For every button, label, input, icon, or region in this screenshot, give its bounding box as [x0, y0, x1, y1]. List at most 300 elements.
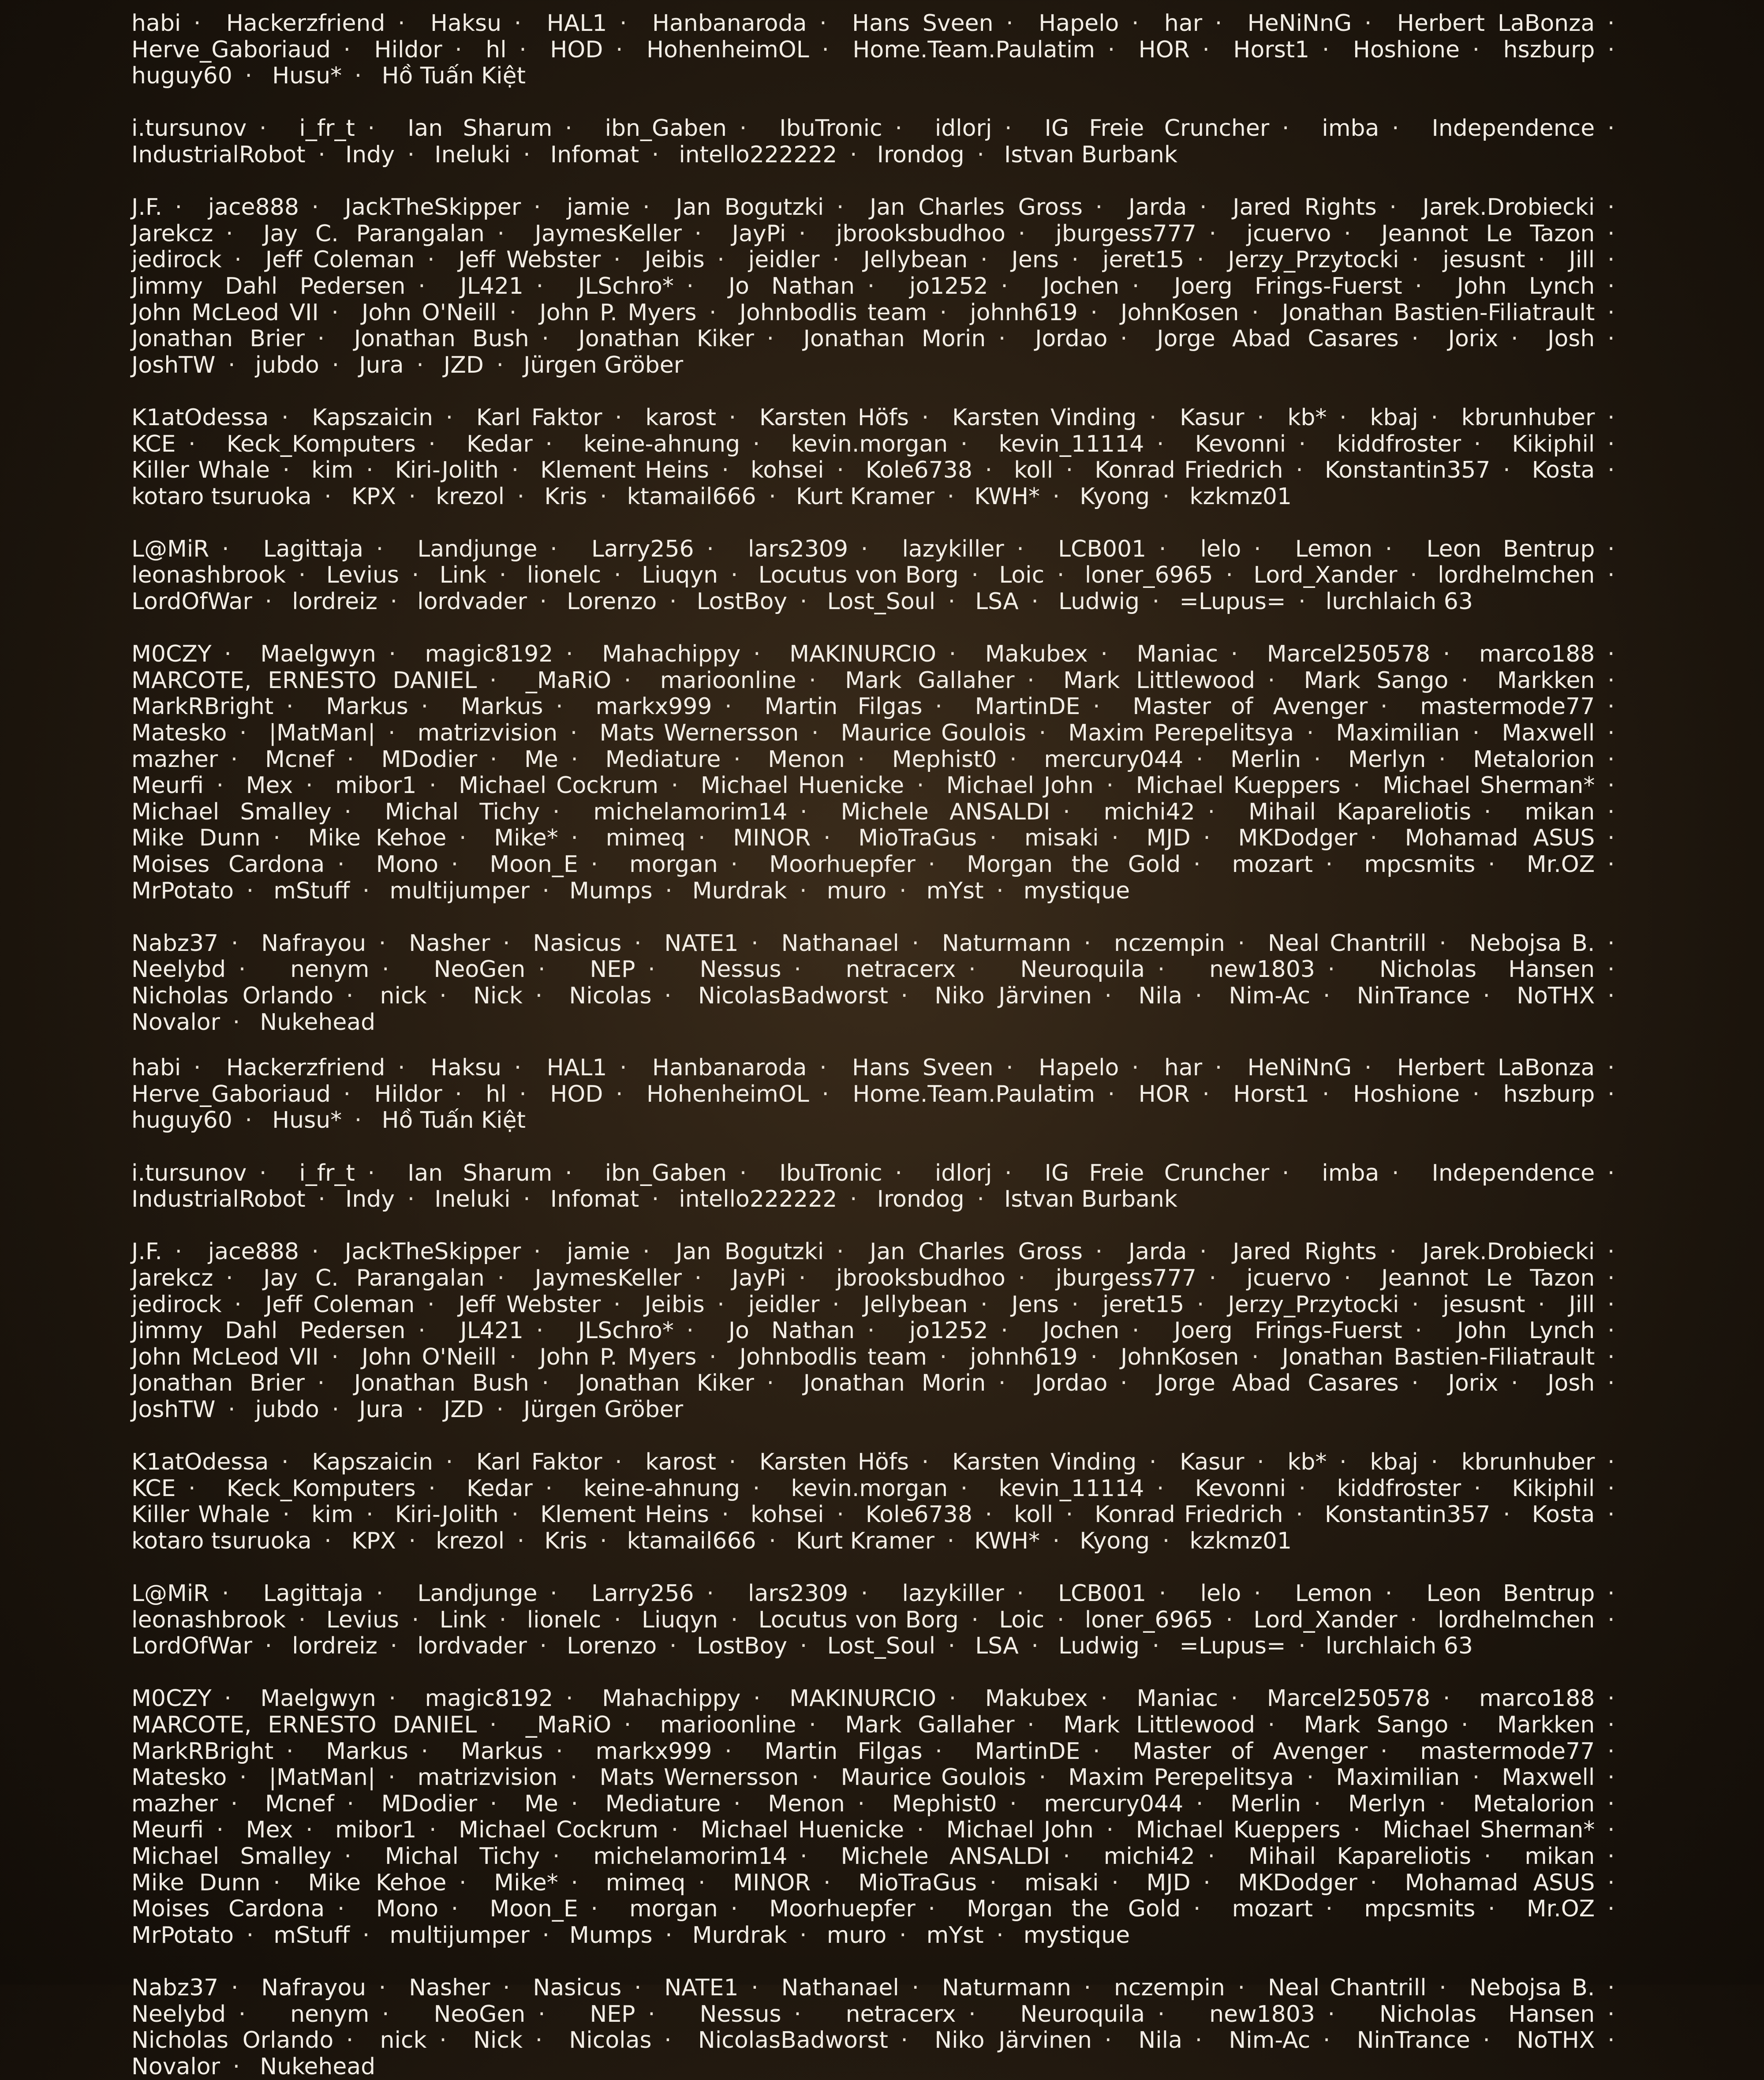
- contributor-name: Jarda: [1128, 194, 1187, 221]
- contributor-name: LostBoy: [696, 588, 788, 615]
- contributor-name: JackTheSkipper: [344, 1238, 521, 1265]
- separator-dot: ·: [912, 1974, 919, 2001]
- separator-dot: ·: [624, 1712, 632, 1738]
- contributor-name: Kedar: [466, 430, 533, 457]
- separator-dot: ·: [1006, 1055, 1013, 1081]
- contributor-name: lurchlaich 63: [1325, 1633, 1473, 1660]
- separator-dot: ·: [1152, 588, 1160, 615]
- contributor-name: i_fr_t: [299, 1160, 355, 1186]
- credit-group: [131, 1449, 1627, 1554]
- separator-dot: ·: [1339, 1449, 1347, 1476]
- separator-dot: ·: [1111, 825, 1119, 852]
- separator-dot: ·: [619, 10, 627, 37]
- contributor-name: Jan Bogutzki: [676, 1238, 824, 1265]
- contributor-name: Jimmy Dahl Pedersen: [131, 1317, 406, 1344]
- contributor-name: Ludwig: [1058, 1633, 1140, 1660]
- separator-dot: ·: [538, 956, 546, 983]
- contributor-name: Michael Smalley: [131, 1843, 332, 1870]
- separator-dot: ·: [571, 1869, 578, 1896]
- contributor-name: Markus: [460, 1738, 543, 1765]
- contributor-name: Marcel250578: [1267, 1685, 1431, 1712]
- contributor-name: Martin Filgas: [764, 1738, 923, 1765]
- separator-dot: ·: [317, 1370, 325, 1397]
- contributor-name: Jeannot Le Tazon: [1381, 220, 1595, 247]
- contributor-name: mozart: [1232, 851, 1313, 878]
- separator-dot: ·: [1607, 982, 1615, 1009]
- credit-group: [131, 641, 1627, 904]
- contributor-name: John O'Neill: [362, 1343, 497, 1370]
- separator-dot: ·: [239, 1764, 247, 1791]
- separator-dot: ·: [499, 562, 507, 589]
- separator-dot: ·: [730, 562, 738, 589]
- separator-dot: ·: [497, 1264, 505, 1291]
- contributor-name: Nukehead: [260, 2053, 376, 2080]
- separator-dot: ·: [1607, 667, 1615, 694]
- contributor-name: Link: [439, 1606, 487, 1633]
- separator-dot: ·: [378, 1974, 386, 2001]
- separator-dot: ·: [948, 588, 956, 615]
- separator-dot: ·: [570, 1764, 578, 1791]
- separator-dot: ·: [867, 273, 875, 299]
- separator-dot: ·: [343, 36, 351, 63]
- separator-dot: ·: [730, 851, 738, 878]
- separator-dot: ·: [490, 1790, 497, 1817]
- contributor-name: Jorix: [1448, 1370, 1499, 1397]
- contributor-name: Nasicus: [533, 1974, 622, 2001]
- separator-dot: ·: [1322, 36, 1330, 63]
- contributor-name: Kevonni: [1195, 430, 1286, 457]
- separator-dot: ·: [996, 1922, 1004, 1949]
- separator-dot: ·: [624, 667, 632, 694]
- separator-dot: ·: [222, 535, 229, 562]
- contributor-name: Merlin: [1230, 746, 1301, 773]
- separator-dot: ·: [234, 247, 242, 273]
- contributor-name: L@MiR: [131, 535, 209, 562]
- separator-dot: ·: [800, 1922, 807, 1949]
- contributor-name: Mr.OZ: [1526, 1896, 1595, 1923]
- separator-dot: ·: [1607, 1869, 1615, 1896]
- contributor-name: jeidler: [748, 247, 820, 273]
- contributor-name: lordhelmchen: [1438, 562, 1595, 589]
- contributor-name: KCE: [131, 430, 176, 457]
- contributor-name: Karl Faktor: [476, 404, 602, 431]
- separator-dot: ·: [615, 36, 623, 63]
- contributor-name: johnh619: [970, 1343, 1078, 1370]
- contributor-name: Hoshione: [1353, 36, 1460, 63]
- contributor-name: jubdo: [255, 1396, 319, 1423]
- contributor-name: Nicolas: [569, 2027, 652, 2054]
- separator-dot: ·: [324, 1527, 332, 1554]
- separator-dot: ·: [1226, 562, 1233, 589]
- separator-dot: ·: [459, 1869, 467, 1896]
- separator-dot: ·: [1607, 641, 1615, 668]
- contributor-name: K1atOdessa: [131, 404, 269, 431]
- separator-dot: ·: [408, 1527, 416, 1554]
- separator-dot: ·: [216, 772, 224, 799]
- contributor-name: i_fr_t: [299, 115, 355, 142]
- contributor-name: JayPi: [732, 220, 786, 247]
- separator-dot: ·: [1607, 1817, 1615, 1844]
- separator-dot: ·: [836, 194, 844, 221]
- contributor-name: Markus: [460, 693, 543, 720]
- separator-dot: ·: [511, 457, 519, 484]
- separator-dot: ·: [651, 1186, 659, 1213]
- separator-dot: ·: [542, 877, 549, 904]
- contributor-name: kim: [311, 1501, 354, 1528]
- contributor-name: Konstantin357: [1324, 457, 1491, 484]
- separator-dot: ·: [273, 825, 280, 852]
- separator-dot: ·: [769, 483, 776, 510]
- separator-dot: ·: [1196, 1291, 1204, 1318]
- contributor-name: Maxim Perepelitsya: [1068, 1764, 1294, 1791]
- contributor-name: Neal Chantrill: [1267, 930, 1427, 957]
- contributor-name: Lost_Soul: [827, 588, 936, 615]
- contributor-name: Konrad Friedrich: [1095, 457, 1283, 484]
- separator-dot: ·: [347, 1790, 354, 1817]
- separator-dot: ·: [948, 1633, 956, 1660]
- contributor-name: Mahachippy: [602, 1685, 741, 1712]
- separator-dot: ·: [1159, 535, 1166, 562]
- separator-dot: ·: [281, 404, 289, 431]
- contributor-name: Mike Kehoe: [308, 825, 447, 852]
- contributor-name: Levius: [326, 562, 400, 589]
- separator-dot: ·: [1607, 404, 1615, 431]
- contributor-name: Lord_Xander: [1253, 562, 1398, 589]
- separator-dot: ·: [698, 1869, 706, 1896]
- separator-dot: ·: [980, 247, 988, 273]
- contributor-name: Infomat: [550, 1186, 639, 1213]
- separator-dot: ·: [947, 1527, 955, 1554]
- contributor-name: Kris: [544, 1527, 587, 1554]
- separator-dot: ·: [222, 1580, 229, 1607]
- separator-dot: ·: [331, 1343, 339, 1370]
- contributor-name: Michael Cockrum: [459, 772, 659, 799]
- contributor-name: MarkRBright: [131, 1738, 274, 1765]
- contributor-name: nenym: [290, 2001, 370, 2028]
- separator-dot: ·: [1253, 1580, 1261, 1607]
- separator-dot: ·: [1607, 825, 1615, 852]
- separator-dot: ·: [1443, 641, 1450, 668]
- contributor-name: HOR: [1138, 1081, 1190, 1107]
- contributor-name: Leon Bentrup: [1426, 1580, 1595, 1607]
- contributor-name: karost: [645, 1449, 717, 1476]
- contributor-name: Nafrayou: [261, 1974, 366, 2001]
- separator-dot: ·: [671, 1817, 679, 1844]
- separator-dot: ·: [571, 746, 578, 773]
- contributor-name: JL421: [460, 273, 524, 299]
- separator-dot: ·: [1607, 720, 1615, 747]
- contributor-name: i.tursunov: [131, 115, 247, 142]
- separator-dot: ·: [651, 141, 659, 168]
- separator-dot: ·: [895, 1160, 902, 1186]
- contributor-name: magic8192: [425, 641, 553, 668]
- contributor-name: Herve_Gaboriaud: [131, 1081, 331, 1107]
- separator-dot: ·: [794, 956, 801, 983]
- contributor-name: Lemon: [1295, 1580, 1373, 1607]
- separator-dot: ·: [613, 1606, 621, 1633]
- contributor-name: Jellybean: [863, 247, 968, 273]
- separator-dot: ·: [1132, 273, 1140, 299]
- contributor-name: Master of Avenger: [1132, 1738, 1368, 1765]
- contributor-name: MarkRBright: [131, 693, 274, 720]
- contributor-name: Konrad Friedrich: [1095, 1501, 1283, 1528]
- separator-dot: ·: [590, 1896, 598, 1923]
- separator-dot: ·: [1149, 1449, 1157, 1476]
- separator-dot: ·: [489, 667, 497, 694]
- separator-dot: ·: [980, 1291, 988, 1318]
- contributor-name: Maxwell: [1502, 720, 1595, 747]
- contributor-name: jeidler: [748, 1291, 820, 1318]
- separator-dot: ·: [265, 1633, 273, 1660]
- contributor-name: mimeq: [605, 825, 686, 852]
- separator-dot: ·: [1203, 1869, 1211, 1896]
- contributor-name: HohenheimOL: [646, 36, 809, 63]
- contributor-name: mStuff: [273, 877, 350, 904]
- contributor-name: Johnbodlis team: [739, 1343, 927, 1370]
- separator-dot: ·: [232, 2053, 240, 2080]
- contributor-name: Hanbanaroda: [652, 1055, 807, 1081]
- separator-dot: ·: [1296, 1501, 1303, 1528]
- separator-dot: ·: [1001, 1317, 1008, 1344]
- contributor-name: Mahachippy: [602, 641, 741, 668]
- separator-dot: ·: [928, 1896, 935, 1923]
- separator-dot: ·: [694, 220, 702, 247]
- separator-dot: ·: [849, 141, 857, 168]
- separator-dot: ·: [305, 1817, 313, 1844]
- separator-dot: ·: [1607, 1974, 1615, 2001]
- separator-dot: ·: [1031, 588, 1039, 615]
- contributor-name: imba: [1322, 115, 1379, 142]
- separator-dot: ·: [390, 588, 398, 615]
- separator-dot: ·: [542, 1370, 549, 1397]
- contributor-name: Independence: [1431, 1160, 1595, 1186]
- separator-dot: ·: [1439, 930, 1446, 957]
- contributor-name: Ineluki: [434, 141, 511, 168]
- contributor-name: Jorix: [1448, 325, 1499, 352]
- contributor-name: lelo: [1200, 1580, 1241, 1607]
- separator-dot: ·: [550, 1580, 557, 1607]
- separator-dot: ·: [286, 693, 294, 720]
- contributor-name: Nim-Ac: [1229, 2027, 1311, 2054]
- contributor-name: John P. Myers: [539, 299, 697, 326]
- contributor-name: Karsten Höfs: [759, 404, 909, 431]
- contributor-name: HAL1: [546, 10, 607, 37]
- separator-dot: ·: [1071, 1291, 1079, 1318]
- separator-dot: ·: [794, 2001, 801, 2028]
- separator-dot: ·: [1052, 483, 1060, 510]
- contributor-name: HeNiNnG: [1247, 1055, 1352, 1081]
- contributor-name: Jonathan Bastien-Filiatrault: [1282, 1343, 1595, 1370]
- separator-dot: ·: [511, 1501, 519, 1528]
- contributor-name: Hồ Tuấn Kiệt: [381, 1107, 526, 1134]
- contributor-name: Jan Charles Gross: [870, 194, 1083, 221]
- contributor-name: MKDodger: [1238, 1869, 1357, 1896]
- contributor-name: Levius: [326, 1606, 400, 1633]
- contributor-name: huguy60: [131, 1107, 232, 1134]
- contributor-name: Jan Charles Gross: [870, 1238, 1083, 1265]
- contributor-name: John O'Neill: [362, 299, 497, 326]
- separator-dot: ·: [536, 1317, 544, 1344]
- separator-dot: ·: [968, 956, 976, 983]
- contributor-name: morgan: [629, 1896, 718, 1923]
- contributor-name: netracerx: [845, 2001, 956, 2028]
- contributor-name: Killer Whale: [131, 457, 270, 484]
- contributor-name: Leon Bentrup: [1426, 535, 1595, 562]
- contributor-name: Nabz37: [131, 1974, 219, 2001]
- separator-dot: ·: [1410, 1606, 1417, 1633]
- separator-dot: ·: [346, 982, 354, 1009]
- contributor-name: intello222222: [679, 141, 837, 168]
- contributor-name: Makubex: [985, 641, 1088, 668]
- separator-dot: ·: [571, 825, 578, 852]
- separator-dot: ·: [800, 1633, 807, 1660]
- separator-dot: ·: [916, 772, 924, 799]
- contributor-name: Michael John: [946, 1817, 1094, 1844]
- contributor-name: Michael Huenicke: [700, 772, 904, 799]
- separator-dot: ·: [1306, 720, 1314, 747]
- separator-dot: ·: [1607, 1790, 1615, 1817]
- separator-dot: ·: [1252, 1343, 1259, 1370]
- contributor-name: lordvader: [417, 588, 527, 615]
- separator-dot: ·: [1380, 693, 1388, 720]
- separator-dot: ·: [1282, 1160, 1289, 1186]
- separator-dot: ·: [832, 1291, 840, 1318]
- separator-dot: ·: [665, 1922, 673, 1949]
- contributor-name: Moorhuepfer: [769, 1896, 916, 1923]
- contributor-name: Nicholas Orlando: [131, 982, 334, 1009]
- contributor-name: marioonline: [660, 1712, 796, 1738]
- separator-dot: ·: [362, 877, 370, 904]
- contributor-name: Markken: [1497, 667, 1595, 694]
- separator-dot: ·: [1106, 772, 1114, 799]
- separator-dot: ·: [451, 1896, 459, 1923]
- contributor-name: kbrunhuber: [1461, 404, 1595, 431]
- contributor-name: Jeff Webster: [458, 247, 601, 273]
- separator-dot: ·: [429, 772, 437, 799]
- separator-dot: ·: [769, 1527, 776, 1554]
- contributor-name: Maurice Goulois: [841, 720, 1027, 747]
- contributor-name: Nicolas: [569, 982, 652, 1009]
- contributor-name: Jay C. Parangalan: [263, 1264, 485, 1291]
- contributor-name: jamie: [567, 194, 630, 221]
- contributor-name: jcuervo: [1246, 1264, 1331, 1291]
- separator-dot: ·: [1095, 194, 1103, 221]
- contributor-name: Jordao: [1035, 1370, 1108, 1397]
- contributor-name: Mohamad ASUS: [1405, 1869, 1595, 1896]
- contributor-name: MioTraGus: [858, 1869, 977, 1896]
- contributor-name: Hồ Tuấn Kiệt: [381, 63, 526, 90]
- contributor-name: multijumper: [389, 877, 530, 904]
- separator-dot: ·: [509, 299, 517, 326]
- separator-dot: ·: [971, 1606, 979, 1633]
- contributor-name: markx999: [595, 693, 712, 720]
- separator-dot: ·: [1607, 325, 1615, 352]
- separator-dot: ·: [849, 1186, 857, 1213]
- separator-dot: ·: [752, 1475, 760, 1502]
- separator-dot: ·: [245, 63, 252, 90]
- contributor-name: Niko Järvinen: [934, 982, 1092, 1009]
- separator-dot: ·: [1226, 1606, 1233, 1633]
- separator-dot: ·: [175, 1238, 183, 1265]
- contributor-name: keine-ahnung: [583, 430, 740, 457]
- contributor-name: Herbert LaBonza: [1397, 1055, 1595, 1081]
- contributor-name: Matesko: [131, 1764, 227, 1791]
- contributor-name: Mats Wernersson: [599, 1764, 799, 1791]
- separator-dot: ·: [832, 247, 840, 273]
- contributor-name: Mike*: [494, 1869, 558, 1896]
- contributor-name: idlorj: [934, 115, 992, 142]
- separator-dot: ·: [1298, 430, 1306, 457]
- contributor-name: MrPotato: [131, 877, 234, 904]
- contributor-name: Ian Sharum: [407, 115, 553, 142]
- contributor-name: Nebojsa B.: [1469, 1974, 1595, 2001]
- contributor-name: kotaro tsuruoka: [131, 483, 312, 510]
- contributor-name: lazykiller: [902, 535, 1004, 562]
- separator-dot: ·: [416, 352, 424, 378]
- contributor-name: Kurt Kramer: [796, 1527, 935, 1554]
- contributor-name: i.tursunov: [131, 1160, 247, 1186]
- contributor-name: Kapszaicin: [312, 404, 434, 431]
- separator-dot: ·: [445, 404, 453, 431]
- separator-dot: ·: [725, 693, 732, 720]
- separator-dot: ·: [523, 1186, 531, 1213]
- separator-dot: ·: [811, 1764, 819, 1791]
- separator-dot: ·: [1196, 247, 1204, 273]
- separator-dot: ·: [1607, 956, 1615, 983]
- contributor-name: Novalor: [131, 1009, 220, 1036]
- contributor-name: Jill: [1569, 1291, 1595, 1318]
- contributor-name: Hans Sveen: [852, 10, 994, 37]
- separator-dot: ·: [382, 956, 389, 983]
- contributor-name: Liuqyn: [641, 1606, 718, 1633]
- separator-dot: ·: [1607, 1843, 1615, 1870]
- contributor-name: Maxim Perepelitsya: [1068, 720, 1294, 747]
- separator-dot: ·: [489, 1712, 497, 1738]
- separator-dot: ·: [1607, 851, 1615, 878]
- contributor-name: Merlyn: [1348, 746, 1426, 773]
- contributor-name: muro: [826, 877, 887, 904]
- contributor-name: Jarda: [1128, 1238, 1187, 1265]
- contributor-name: NEP: [590, 2001, 635, 2028]
- contributor-name: Maniac: [1136, 641, 1218, 668]
- separator-dot: ·: [1538, 247, 1545, 273]
- separator-dot: ·: [565, 1160, 572, 1186]
- contributor-name: Johnbodlis team: [739, 299, 927, 326]
- separator-dot: ·: [977, 1186, 984, 1213]
- contributor-name: Nicholas Orlando: [131, 2027, 334, 2054]
- separator-dot: ·: [556, 1738, 563, 1765]
- contributor-name: JaymesKeller: [534, 220, 682, 247]
- contributor-name: lordreiz: [292, 588, 377, 615]
- separator-dot: ·: [376, 535, 384, 562]
- contributor-name: Hackerzfriend: [226, 10, 385, 37]
- contributor-name: mikan: [1525, 798, 1595, 825]
- contributor-name: krezol: [436, 483, 505, 510]
- separator-dot: ·: [1193, 851, 1201, 878]
- contributor-name: Mcnef: [265, 1790, 334, 1817]
- contributor-name: Maximilian: [1336, 1764, 1460, 1791]
- contributor-name: Master of Avenger: [1132, 693, 1368, 720]
- contributor-name: Mex: [246, 1817, 293, 1844]
- separator-dot: ·: [519, 36, 527, 63]
- separator-dot: ·: [411, 1606, 419, 1633]
- contributor-name: Michael Sherman*: [1383, 772, 1595, 799]
- contributor-name: Jonathan Morin: [803, 1370, 986, 1397]
- separator-dot: ·: [1039, 720, 1046, 747]
- contributor-name: mercury044: [1044, 1790, 1184, 1817]
- separator-dot: ·: [1607, 457, 1615, 484]
- separator-dot: ·: [545, 1475, 553, 1502]
